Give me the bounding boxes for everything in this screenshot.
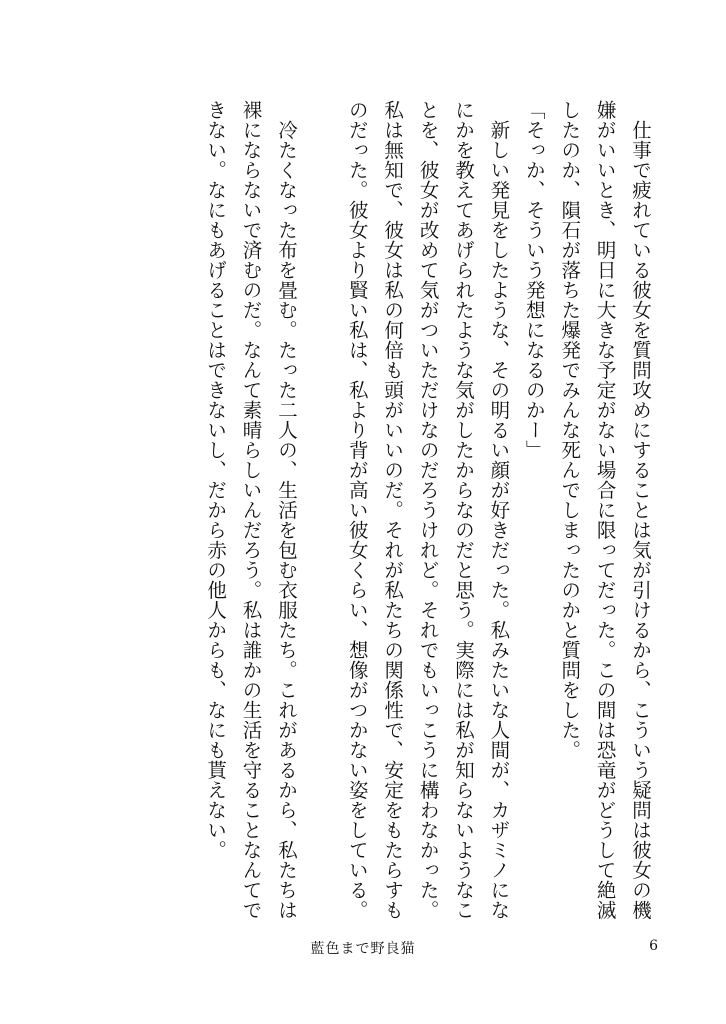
paragraph-2: 「そっか、そういう発想になるのかー」 <box>522 100 546 460</box>
paragraph-3: 新しい発見をしたような、その明るい顔が好きだった。私みたいな人間が、カザミノになにかを教えてあげられたような気がしたからなのだと思う。実際には私が知らないようなことを、彼女が改めて気がついただけなのだろうけれど。それでもいっこうに構わなかった。私は無知で、彼女は私の何倍も頭がいいのだ。それが私たちの関係性で、安定をもたらすものだった。彼女より賢い私は、私より背が高い彼女くらい、想像がつかない姿をしている。 <box>345 100 511 920</box>
footer-title: 藍色まで野良猫 <box>310 941 416 957</box>
paragraph-1: 仕事で疲れている彼女を質問攻めにすることは気が引けるから、こういう疑問は彼女の機嫌がいいとき、明日に大きな予定がない場合に限ってだった。この間は恐竜がどうして絶滅したのか、隕石が落ちた爆発でみんな死んでしまったのかと質問をした。 <box>558 100 652 920</box>
blank-line <box>304 100 339 930</box>
page-number: 6 <box>649 938 658 954</box>
paragraph-4: 冷たくなった布を畳む。たった二人の、生活を包む衣服たち。これがあるから、私たちは裸にならないで済むのだ。なんて素晴らしいんだろう。私は誰かの生活を守ることなんてできない。なにもあげることはできないし、だから赤の他人からも、なにも貰えない。 <box>204 100 298 920</box>
body-text <box>96 100 658 930</box>
